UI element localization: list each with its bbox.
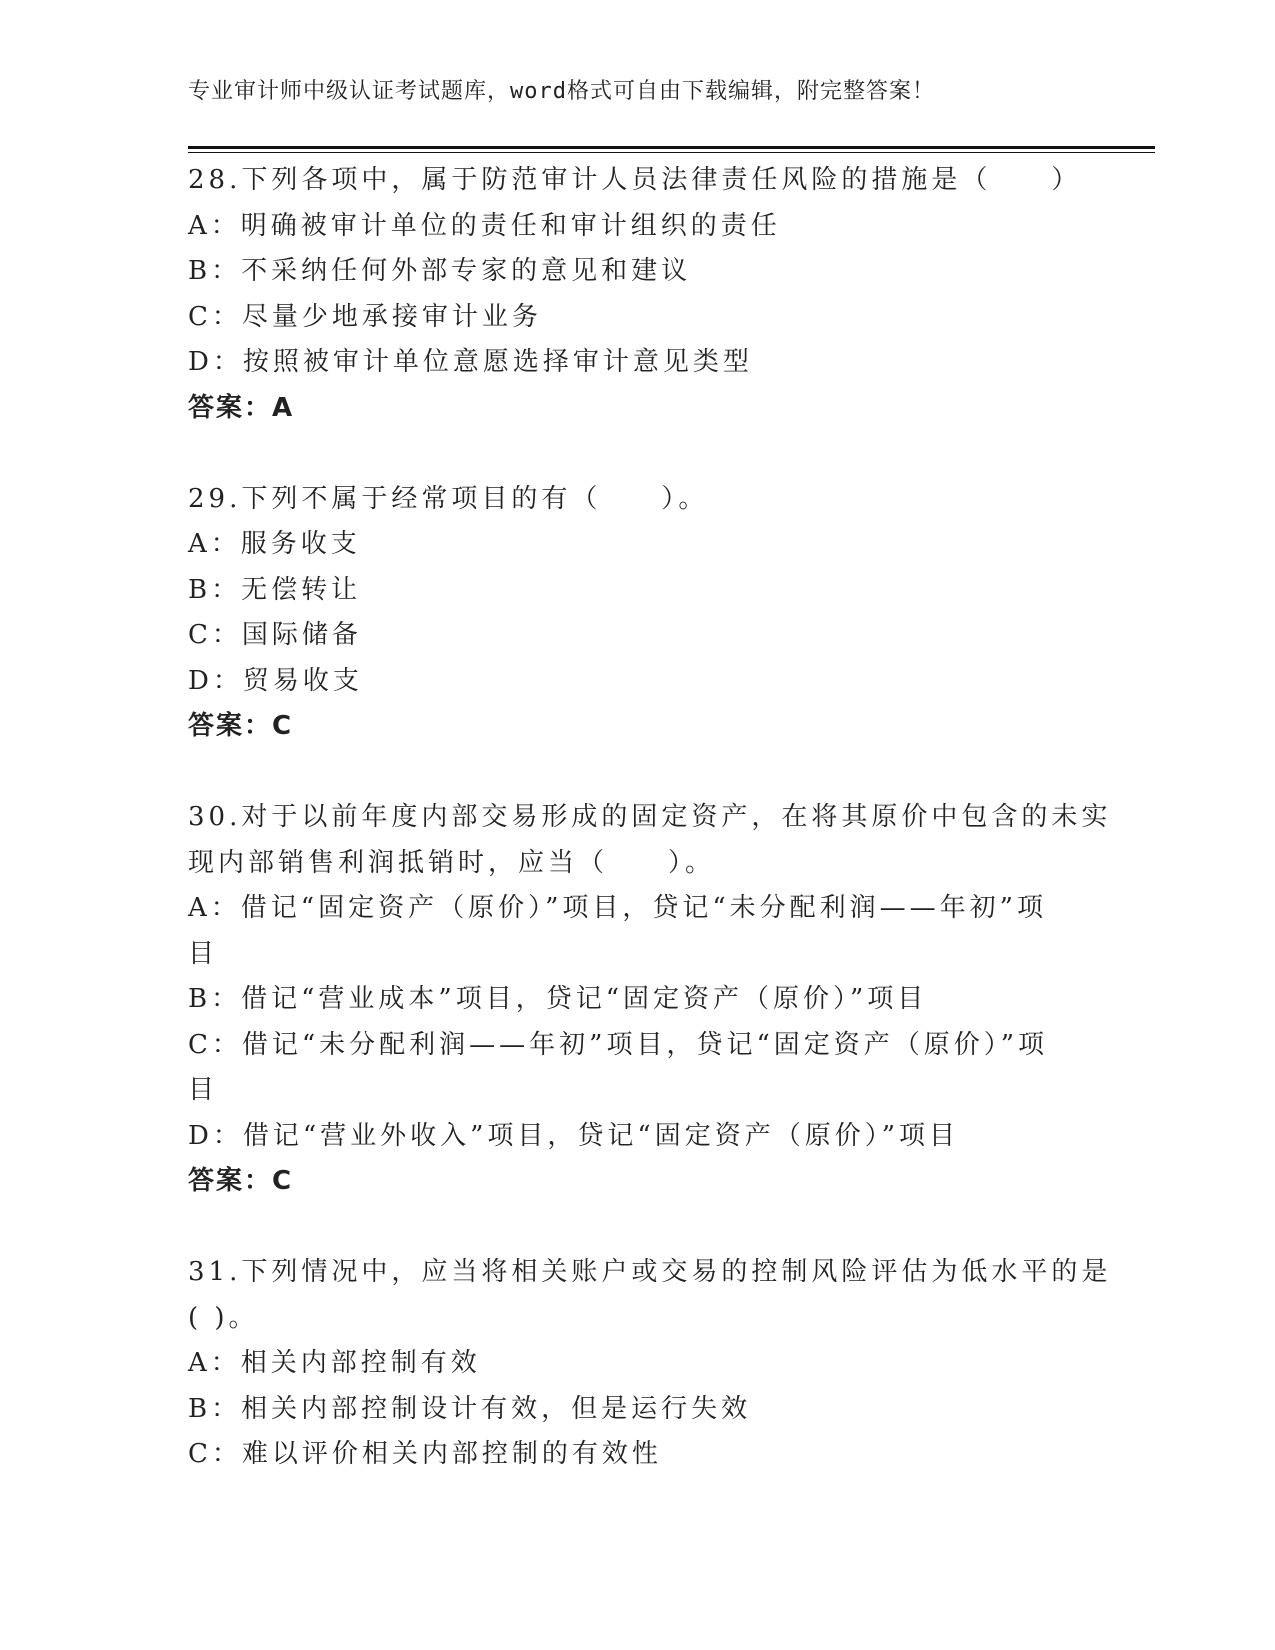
- question-stem: 31.下列情况中，应当将相关账户或交易的控制风险评估为低水平的是: [188, 1257, 1112, 1287]
- question-31: [188, 1250, 1112, 1478]
- question-28: [188, 158, 1088, 477]
- header-rule-thin: [188, 152, 1155, 153]
- option-a: A：相关内部控制有效: [188, 1348, 481, 1378]
- option-c-cont: 目: [188, 1075, 219, 1105]
- option-c: C：尽量少地承接审计业务: [188, 301, 542, 332]
- question-stem: 28.下列各项中，属于防范审计人员法律责任风险的措施是（ ）: [188, 165, 1082, 195]
- option-c: C：国际储备: [188, 620, 362, 650]
- option-d: D：借记“营业外收入”项目，贷记“固定资产（原价）”项目: [188, 1120, 960, 1151]
- option-d: D：贸易收支: [188, 665, 363, 696]
- option-b: B：借记“营业成本”项目，贷记“固定资产（原价）”项目: [188, 984, 928, 1014]
- option-a: A：服务收支: [188, 529, 361, 559]
- question-stem: 29.下列不属于经常项目的有（ ）。: [188, 483, 709, 514]
- option-a: A：借记“固定资产（原价）”项目，贷记“未分配利润——年初”项: [188, 893, 1047, 923]
- header-rule: [188, 146, 1155, 149]
- question-30: [188, 795, 1112, 1250]
- question-29: [188, 477, 1088, 796]
- question-list: [188, 158, 1112, 1478]
- option-b: B：不采纳任何外部专家的意见和建议: [188, 256, 692, 286]
- answer: 答案：C: [188, 1166, 294, 1196]
- question-stem-cont: 现内部销售利润抵销时，应当（ ）。: [188, 847, 716, 878]
- option-d: D：按照被审计单位意愿选择审计意见类型: [188, 347, 753, 377]
- page-header: 专业审计师中级认证考试题库，word格式可自由下载编辑，附完整答案！: [188, 79, 935, 104]
- option-c: C：难以评价相关内部控制的有效性: [188, 1439, 662, 1469]
- option-c: C：借记“未分配利润——年初”项目，贷记“固定资产（原价）”项: [188, 1029, 1049, 1060]
- option-b: B：相关内部控制设计有效，但是运行失效: [188, 1393, 752, 1424]
- answer: 答案：A: [188, 392, 295, 423]
- question-stem-cont: ( )。: [188, 1302, 259, 1333]
- option-a-cont: 目: [188, 938, 219, 969]
- option-b: B：无偿转让: [188, 574, 362, 605]
- option-a: A：明确被审计单位的责任和审计组织的责任: [188, 210, 781, 241]
- answer: 答案：C: [188, 711, 294, 741]
- question-stem: 30.对于以前年度内部交易形成的固定资产，在将其原价中包含的未实: [188, 802, 1112, 832]
